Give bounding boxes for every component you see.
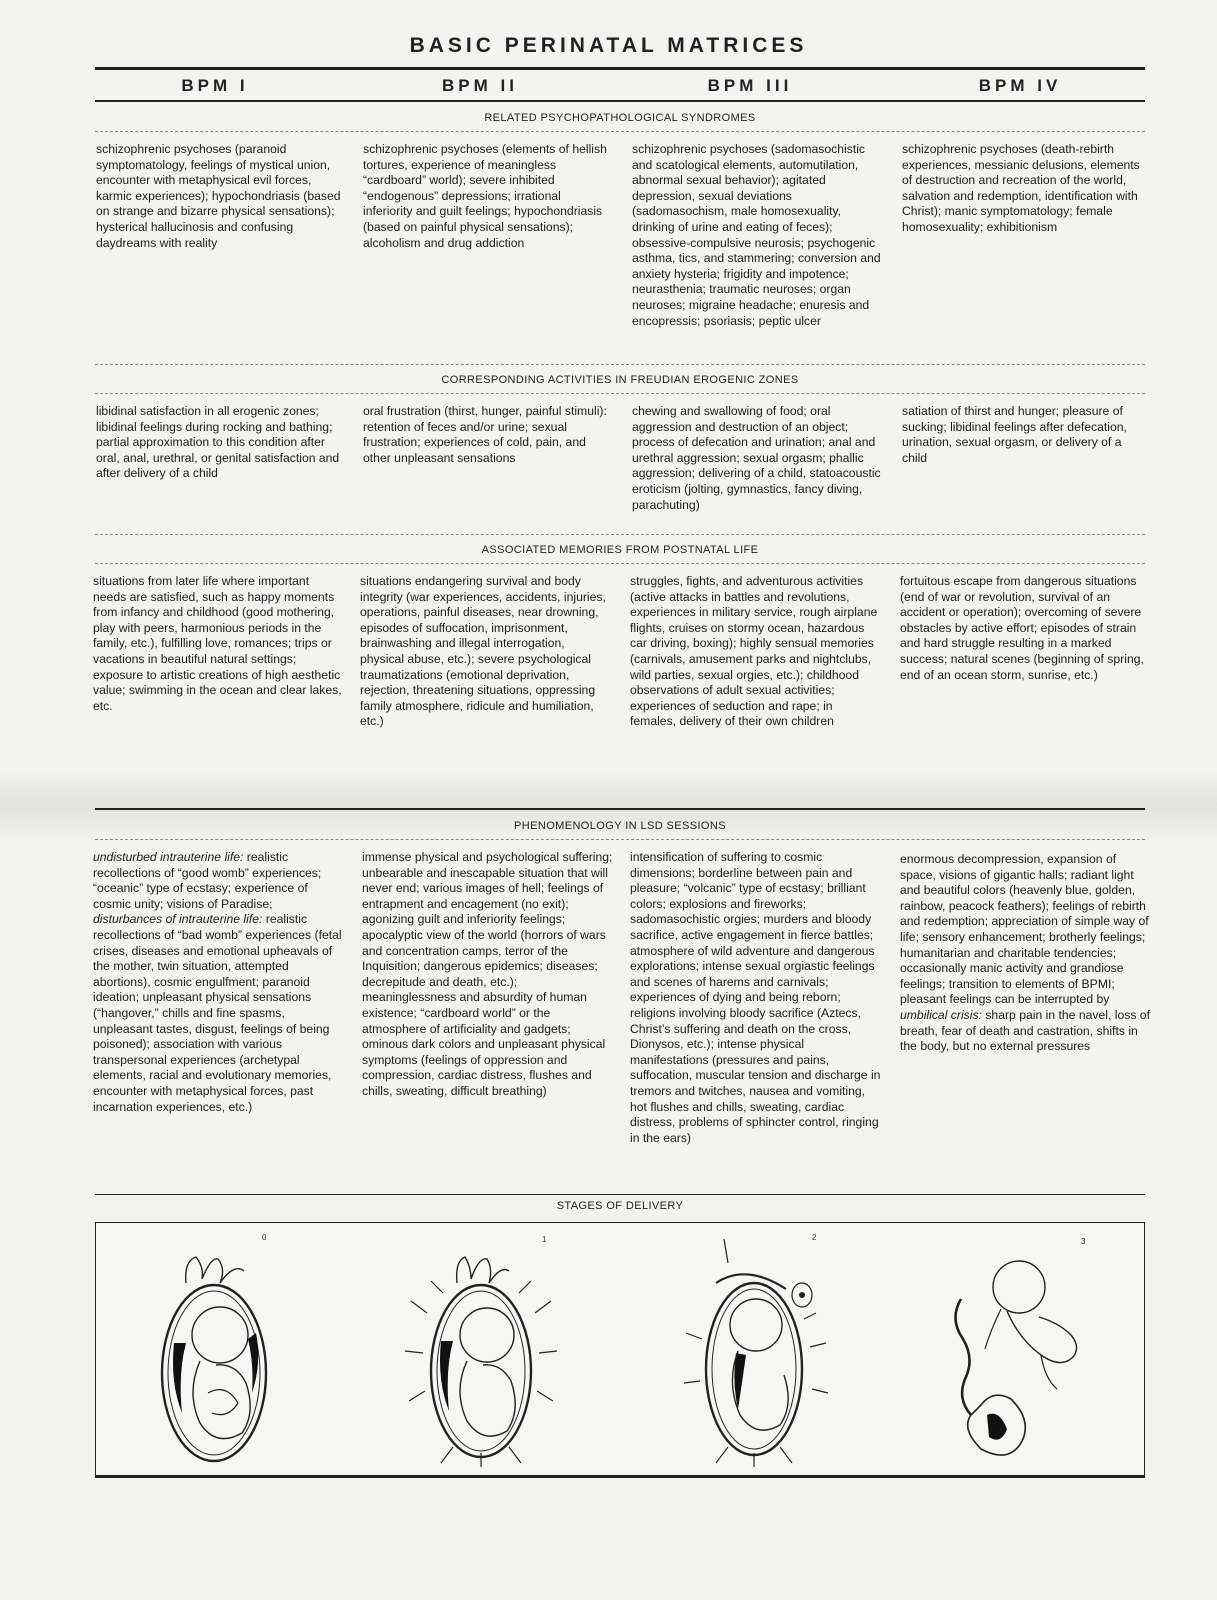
cell-bpm3-erogenic: chewing and swallowing of food; oral aggression and destruction of an object; process of defecation and urination; anal and urethral aggression; sexual orgasm; phallic aggression; delivering of a child, statoacoustic eroticism (jolting, gymnastics, fancy diving, parachuting) xyxy=(632,404,881,512)
stage-label-1: 1 xyxy=(542,1235,547,1244)
section-divider xyxy=(95,131,1145,132)
cell-bpm4-memories: fortuitous escape from dangerous situations (end of war or revolution, survival of an accident or operation); overcoming of severe obstacles by active effort; episodes of strain and hard struggle resulting in a marked success; natural scenes (beginning of spring, end of an ocean storm, sunrise, etc.) xyxy=(900,574,1144,682)
stages-of-delivery-figure xyxy=(95,1222,1145,1478)
cell-bpm3-syndromes: schizophrenic psychoses (sadomasochistic and scatological elements, automutilation, abnormal sexual behavior); agitated depression, sexual deviations (sadomasochism, male homosexuality, drinking of urine and eating of feces); obsessive-compulsive neurosis; psychogenic asthma, tics, and stammering; conversion and anxiety hysteria; frigidity and impotence; neurasthenia; traumatic neuroses; organ neuroses; migraine headache; enuresis and encopressis; psoriasis; peptic ulcer xyxy=(632,142,881,328)
text-run: intensification of suffering to cosmic dimensions; borderline between pain and pleasure; “volcanic” type of ecstasy; brilliant colors; explosions and fireworks; sadomasochistic orgies; murders and bloody sacrifice, active engagement in fierce battles; atmosphere of wild adventure and dangerous explorations; intense sexual orgiastic feelings and scenes of harems and carnivals; experiences of dying and being reborn; religions involving bloody sacrifice (Aztecs, Christ’s suffering and death on the cross, Dionysos, etc.); intense physical manifestations (pressures and pains, suffocation, muscular tension and discharge in tremors and twitches, nausea and vomiting, hot flushes and chills, sweating, cardiac distress, problems of sphincter control, ringing in the ears) xyxy=(630,850,881,1145)
stage-2-expulsion-illustration xyxy=(676,1233,836,1469)
section-heading-erogenic-zones: CORRESPONDING ACTIVITIES IN FREUDIAN EROGENIC ZONES xyxy=(441,374,799,386)
section-divider xyxy=(95,364,1145,365)
text-run: sharp pain in the navel, loss of breath, fear of death and castration, shifts in the body, but no external pressures xyxy=(900,1007,1150,1054)
stage-1-contractions-illustration xyxy=(401,1241,561,1469)
column-header-bpm1: BPM I xyxy=(181,76,249,95)
cell-bpm1-syndromes: schizophrenic psychoses (paranoid symptomatology, feelings of mystical union, encounter with metaphysical evil forces, karmic experiences); hypochondriasis (based on strange and bizarre physical sensations); hysterical hallucinosis and confusing daydreams with reality xyxy=(96,142,341,250)
section-divider xyxy=(95,563,1145,564)
stage-label-0: 0 xyxy=(262,1233,267,1242)
cell-bpm2-lsd xyxy=(362,850,614,1100)
section-divider xyxy=(95,393,1145,394)
italic-term: undisturbed intrauterine life: xyxy=(93,850,244,864)
cell-bpm2-memories: situations endangering survival and body integrity (war experiences, accidents, injuries, operations, painful diseases, near drowning, episodes of suffocation, imprisonment, brainwashing and illegal interrogation, physical abuse, etc.); severe psychological traumatizations (emotional deprivation, rejection, threatening situations, oppressing family atmosphere, ridicule and humiliation, etc.) xyxy=(360,574,606,729)
page-title: BASIC PERINATAL MATRICES xyxy=(409,34,808,57)
text-run: realistic recollections of “good womb” experiences; “oceanic” type of ecstasy; experience of cosmic unity; visions of Paradise; xyxy=(93,850,322,911)
cell-bpm2-syndromes: schizophrenic psychoses (elements of hellish tortures, experience of meaningless “cardboard” world); severe inhibited “endogenous” depressions; irrational inferiority and guilt feelings; hypochondriasis (based on painful physical sensations); alcoholism and drug addiction xyxy=(363,142,607,250)
section-divider xyxy=(95,534,1145,535)
stage-label-3: 3 xyxy=(1081,1237,1086,1246)
cell-bpm1-memories: situations from later life where important needs are satisfied, such as happy moments from infancy and childhood (good mothering, play with peers, harmonious periods in the family, etc.), fulfilling love, romances; trips or vacations in beautiful natural settings; exposure to artistic creations of high aesthetic value; swimming in the ocean and clear lakes, etc. xyxy=(93,574,342,713)
stage-label-2: 2 xyxy=(812,1233,817,1242)
section-divider xyxy=(95,839,1145,840)
cell-bpm4-lsd xyxy=(900,852,1150,1055)
text-run: immense physical and psychological suffering; unbearable and inescapable situation that will never end; various images of hell; feelings of entrapment and encagement (no exit); agonizing guilt and inferiority feelings; apocalyptic view of the world (horrors of wars and concentration camps, terror of the Inquisition; dangerous epidemics; diseases; decrepitude and death, etc.); meaninglessness and absurdity of human existence; “cardboard world” or the atmosphere of artificiality and gadgets; ominous dark colors and unpleasant physical symptoms (feelings of oppression and compression, cardiac distress, flushes and chills, sweating, difficult breathing) xyxy=(362,850,613,1098)
column-header-bpm2: BPM II xyxy=(442,76,518,95)
cell-bpm1-lsd xyxy=(93,850,343,1115)
section-rule xyxy=(95,808,1145,810)
top-rule xyxy=(95,67,1145,70)
cell-bpm1-erogenic: libidinal satisfaction in all erogenic zones; libidinal feelings during rocking and bathing; partial approximation to this condition after oral, anal, urethral, or genital satisfaction and after delivery of a child xyxy=(96,404,340,481)
text-run: enormous decompression, expansion of space, visions of gigantic halls; radiant light and beautiful colors (heavenly blue, golden, rainbow, peacock feathers); feelings of rebirth and redemption; appreciation of simple way of life; sensory enhancement; brotherly feelings; humanitarian and charitable tendencies; occasionally manic activity and grandiose feelings; transition to elements of BPMI; pleasant feelings can be interrupted by xyxy=(900,852,1149,1007)
section-heading-stages-of-delivery: STAGES OF DELIVERY xyxy=(556,1200,684,1212)
section-heading-postnatal-memories: ASSOCIATED MEMORIES FROM POSTNATAL LIFE xyxy=(481,544,759,556)
section-heading-psychopathology: RELATED PSYCHOPATHOLOGICAL SYNDROMES xyxy=(484,112,756,124)
cell-bpm3-memories: struggles, fights, and adventurous activities (active attacks in battles and revolutions, experiences in military service, rough airplane flights, cruises on stormy ocean, hazardous car driving, boxing); highly sensual memories (carnivals, amusement parks and nightclubs, wild parties, sexual orgies, etc.); childhood observations of adult sexual activities; experiences of seduction and rape; in females, delivery of their own children xyxy=(630,574,878,729)
cell-bpm4-syndromes: schizophrenic psychoses (death-rebirth experiences, messianic delusions, elements of destruction and recreation of the world, salvation and redemption, identification with Christ); manic symptomatology; female homosexuality; exhibitionism xyxy=(902,142,1140,234)
section-rule xyxy=(95,1194,1145,1195)
stage-0-fetus-in-womb-illustration xyxy=(156,1243,276,1468)
cell-bpm2-erogenic: oral frustration (thirst, hunger, painful stimuli): retention of feces and/or urine; sexual frustration; experiences of cold, pain, and other unpleasant sensations xyxy=(363,404,607,465)
section-heading-lsd-phenomenology: PHENOMENOLOGY IN LSD SESSIONS xyxy=(514,820,726,832)
column-header-bpm3: BPM III xyxy=(707,76,793,95)
italic-term: disturbances of intrauterine life: xyxy=(93,912,263,927)
cell-bpm3-lsd xyxy=(630,850,882,1146)
stage-3-birth-illustration xyxy=(941,1239,1121,1469)
text-run: realistic recollections of “bad womb” experiences (fetal crises, diseases and emotional upheavals of the mother, twin situation, attempted abortions), cosmic engulfment; paranoid ideation; unpleasant physical sensations (“hangover,” chills and fine spasms, unpleasant tastes, disgust, feelings of being poisoned); association with various transpersonal experiences (archetypal elements, racial and evolutionary memories, encounter with metaphysical forces, past incarnation experiences, etc.) xyxy=(93,912,342,1114)
column-header-bpm4: BPM IV xyxy=(978,76,1062,95)
italic-term: umbilical crisis: xyxy=(900,1007,982,1022)
header-rule xyxy=(95,100,1145,102)
cell-bpm4-erogenic: satiation of thirst and hunger; pleasure of sucking; libidinal feelings after defecation, urination, sexual orgasm, or delivery of a child xyxy=(902,404,1127,465)
